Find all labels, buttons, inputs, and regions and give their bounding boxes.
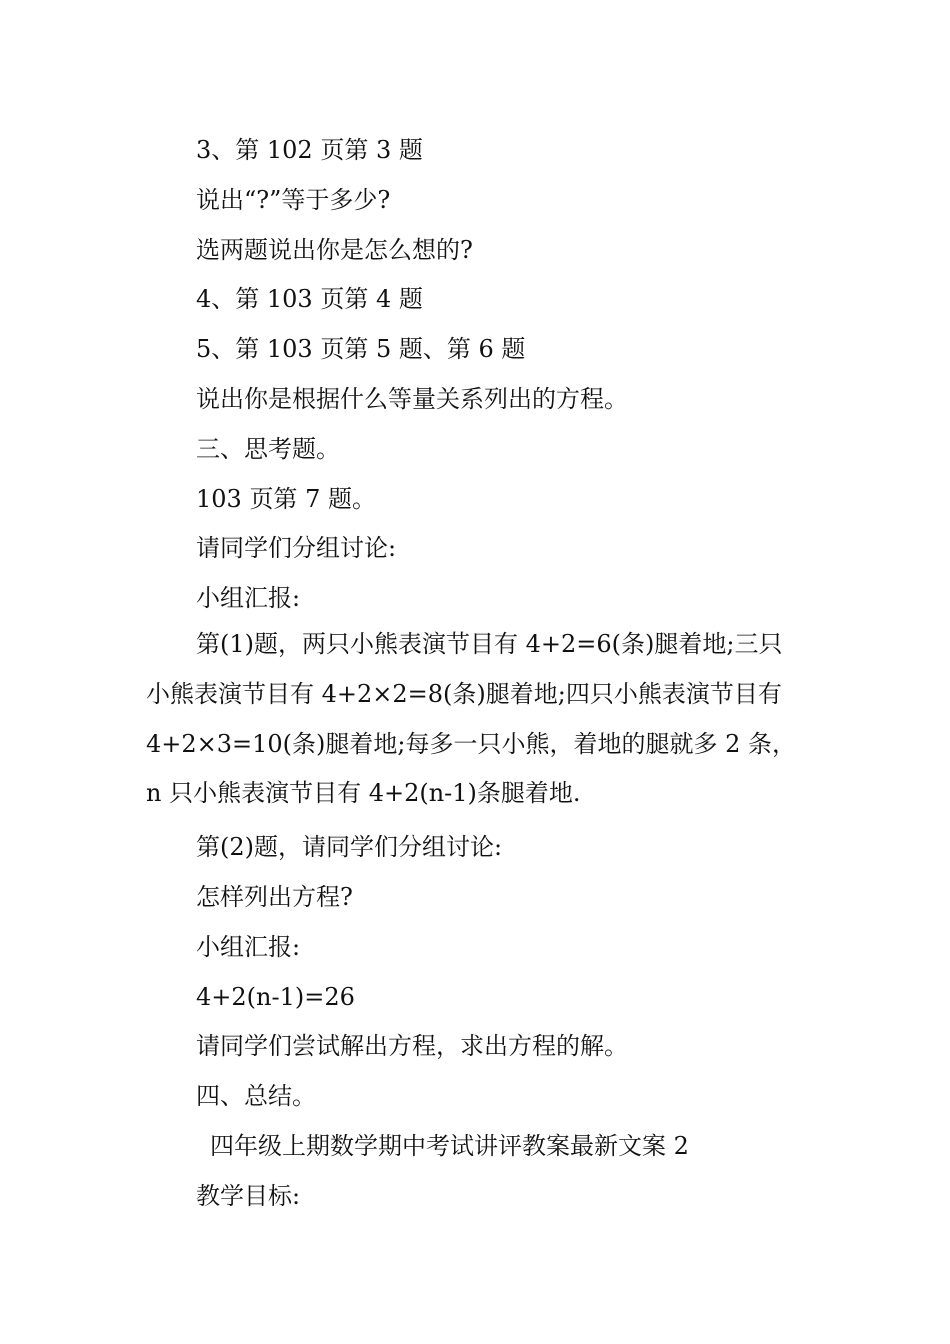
document-body bbox=[146, 126, 810, 1222]
paragraph-line: n 只小熊表演节目有 4+2(n-1)条腿着地. bbox=[146, 779, 581, 808]
paragraph-line: 4+2×3=10(条)腿着地;每多一只小熊，着地的腿就多 2 条， bbox=[146, 729, 797, 758]
section-heading: 四、总结。 bbox=[196, 1082, 316, 1111]
paragraph-line: 小熊表演节目有 4+2×2=8(条)腿着地;四只小熊表演节目有 bbox=[146, 679, 782, 708]
text-line: 教学目标: bbox=[196, 1181, 301, 1210]
text-line: 说出你是根据什么等量关系列出的方程。 bbox=[196, 384, 628, 413]
paragraph bbox=[146, 624, 810, 823]
text-line: 103 页第 7 题。 bbox=[196, 484, 376, 513]
text-line: 3、第 102 页第 3 题 bbox=[196, 136, 423, 164]
text-line: 第(2)题，请同学们分组讨论: bbox=[196, 833, 503, 862]
text-line: 5、第 103 页第 5 题、第 6 题 bbox=[196, 335, 526, 364]
text-line: 小组汇报: bbox=[196, 932, 301, 961]
text-line: 怎样列出方程? bbox=[196, 882, 353, 911]
equation-line: 4+2(n-1)=26 bbox=[196, 982, 355, 1011]
text-line: 小组汇报: bbox=[196, 584, 301, 613]
text-line: 请同学们分组讨论: bbox=[196, 534, 397, 563]
section-heading: 三、思考题。 bbox=[196, 434, 340, 463]
text-line: 说出“?”等于多少? bbox=[196, 185, 391, 214]
document-title: 四年级上期数学期中考试讲评教案最新文案 2 bbox=[210, 1131, 689, 1160]
text-line: 4、第 103 页第 4 题 bbox=[196, 285, 423, 314]
text-line: 请同学们尝试解出方程，求出方程的解。 bbox=[196, 1032, 628, 1061]
text-line: 选两题说出你是怎么想的? bbox=[196, 235, 473, 264]
paragraph-line: 第(1)题，两只小熊表演节目有 4+2=6(条)腿着地;三只 bbox=[196, 629, 783, 658]
